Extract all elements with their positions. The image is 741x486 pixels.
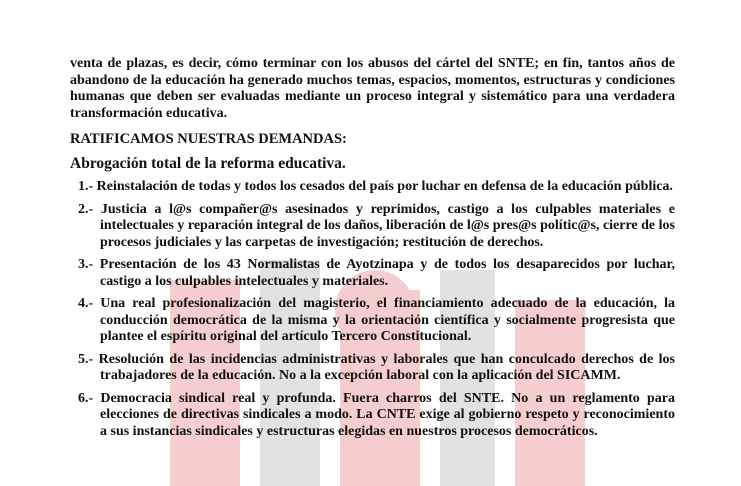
demand-item-3: 3.- Presentación de los 43 Normalistas de Ayotzinapa y de todos los desaparecidos por luchar, castigo a los culpables intelectuales y materiales.: [78, 257, 675, 289]
document-page: [70, 56, 675, 446]
demands-heading: RATIFICAMOS NUESTRAS DEMANDAS:: [70, 131, 347, 147]
demand-item-2: 2.- Justicia a l@s compañer@s asesinados y reprimidos, castigo a los culpables materiales e intelectuales y reparación integral de los daños, liberación de l@s pres@s polític@s, cierre de los procesos judiciales y las carpetas de investigación; restitución de derechos.: [78, 201, 675, 250]
demands-list: [70, 179, 675, 440]
intro-paragraph: venta de plazas, es decir, cómo terminar con los abusos del cártel del SNTE; en fin, tantos años de abandono de la educación ha generado muchos temas, espacios, momentos, estructuras y condiciones humanas que deben ser evaluadas mediante un proceso integral y sistemático para una verdadera transformación educativa.: [70, 56, 675, 121]
demand-item-4: 4.- Una real profesionalización del magisterio, el financiamiento adecuado de la educación, la conducción democrática de la misma y la orientación científica y socialmente progresista que plantee el espíritu original del artículo Tercero Constitucional.: [78, 296, 675, 344]
demands-subheading: Abrogación total de la reforma educativa.: [70, 155, 346, 172]
demand-item-6: 6.- Democracia sindical real y profunda. Fuera charros del SNTE. No a un reglamento para elecciones de directivas sindicales a modo. La CNTE exige al gobierno respeto y reconocimiento a sus instancias sindicales y estructuras elegidas en nuestros procesos democráticos.: [78, 390, 675, 439]
demand-item-5: 5.- Resolución de las incidencias administrativas y laborales que han conculcado derechos de los trabajadores de la educación. No a la excepción laboral con la aplicación del SICAMM.: [78, 351, 675, 383]
demand-item-1: 1.- Reinstalación de todas y todos los cesados del país por luchar en defensa de la educación pública.: [78, 179, 673, 194]
